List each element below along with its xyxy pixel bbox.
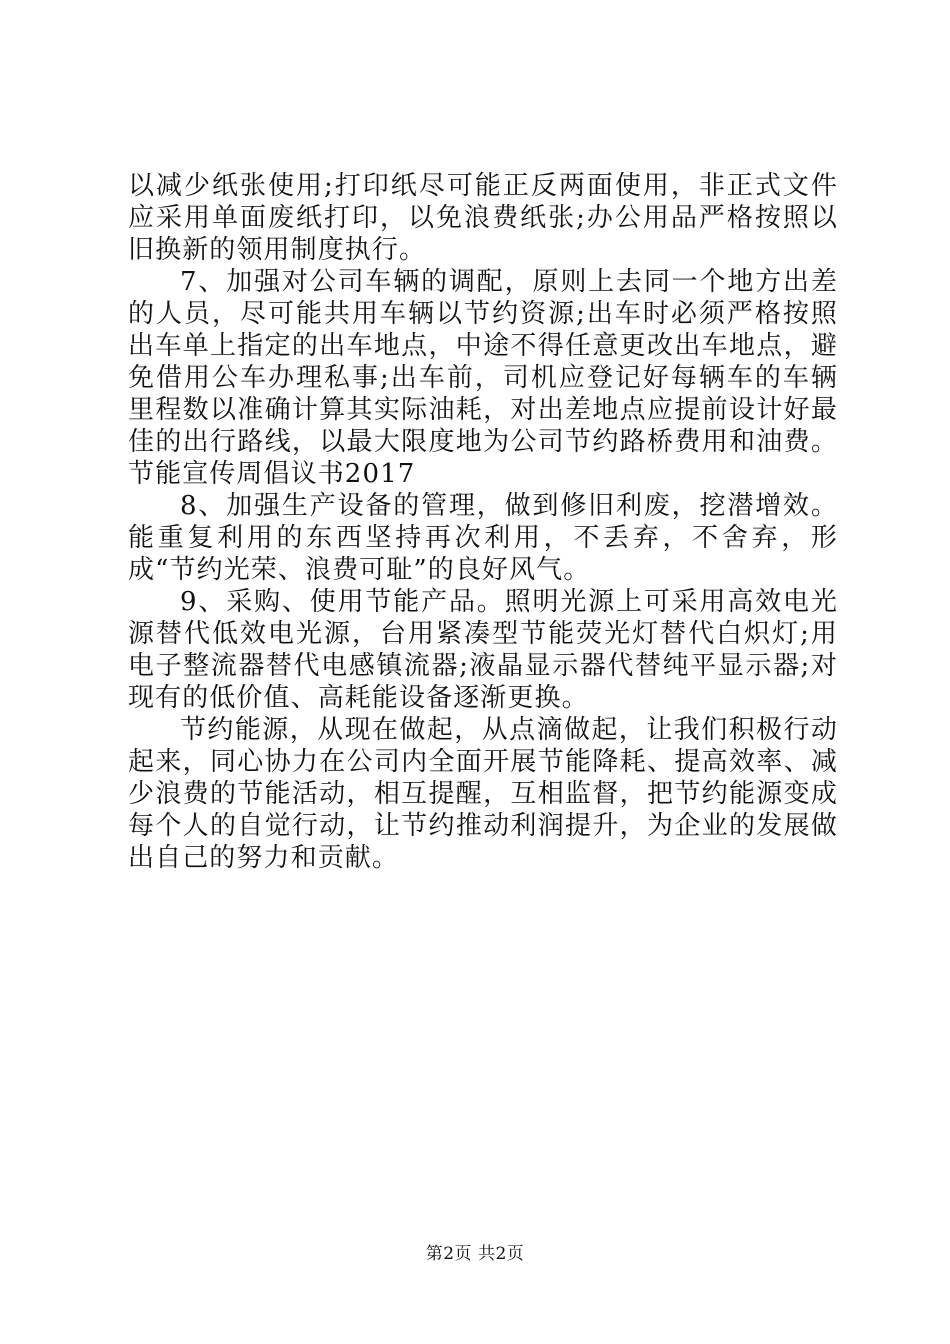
paragraph-item-8: 8、加强生产设备的管理，做到修旧利废，挖潜增效。能重复利用的东西坚持再次利用，不丢弃，不舍弃，形成“节约光荣、浪费可耻”的良好风气。 <box>128 491 838 585</box>
paragraph-continuation: 以减少纸张使用;打印纸尽可能正反两面使用，非正式文件应采用单面废纸打印，以免浪费纸张;办公用品严格按照以旧换新的领用制度执行。 <box>128 171 838 265</box>
paragraph-item-9: 9、采购、使用节能产品。照明光源上可采用高效电光源替代低效电光源，台用紧凑型节能荧光灯替代白炽灯;用电子整流器替代电感镇流器;液晶显示器代替纯平显示器;对现有的低价值、高耗能设备逐渐更换。 <box>128 587 838 713</box>
page-number-footer: 第2页 共2页 <box>425 1244 525 1264</box>
document-body <box>128 170 838 874</box>
paragraph-closing: 节约能源，从现在做起，从点滴做起，让我们积极行动起来，同心协力在公司内全面开展节能降耗、提高效率、减少浪费的节能活动，相互提醒，互相监督，把节约能源变成每个人的自觉行动，让节约推动利润提升，为企业的发展做出自己的努力和贡献。 <box>128 715 838 873</box>
paragraph-item-7: 7、加强对公司车辆的调配，原则上去同一个地方出差的人员，尽可能共用车辆以节约资源;出车时必须严格按照出车单上指定的出车地点，中途不得任意更改出车地点，避免借用公车办理私事;出车前，司机应登记好每辆车的车辆里程数以准确计算其实际油耗，对出差地点应提前设计好最佳的出行路线，以最大限度地为公司节约路桥费用和油费。节能宣传周倡议书2017 <box>128 267 838 489</box>
